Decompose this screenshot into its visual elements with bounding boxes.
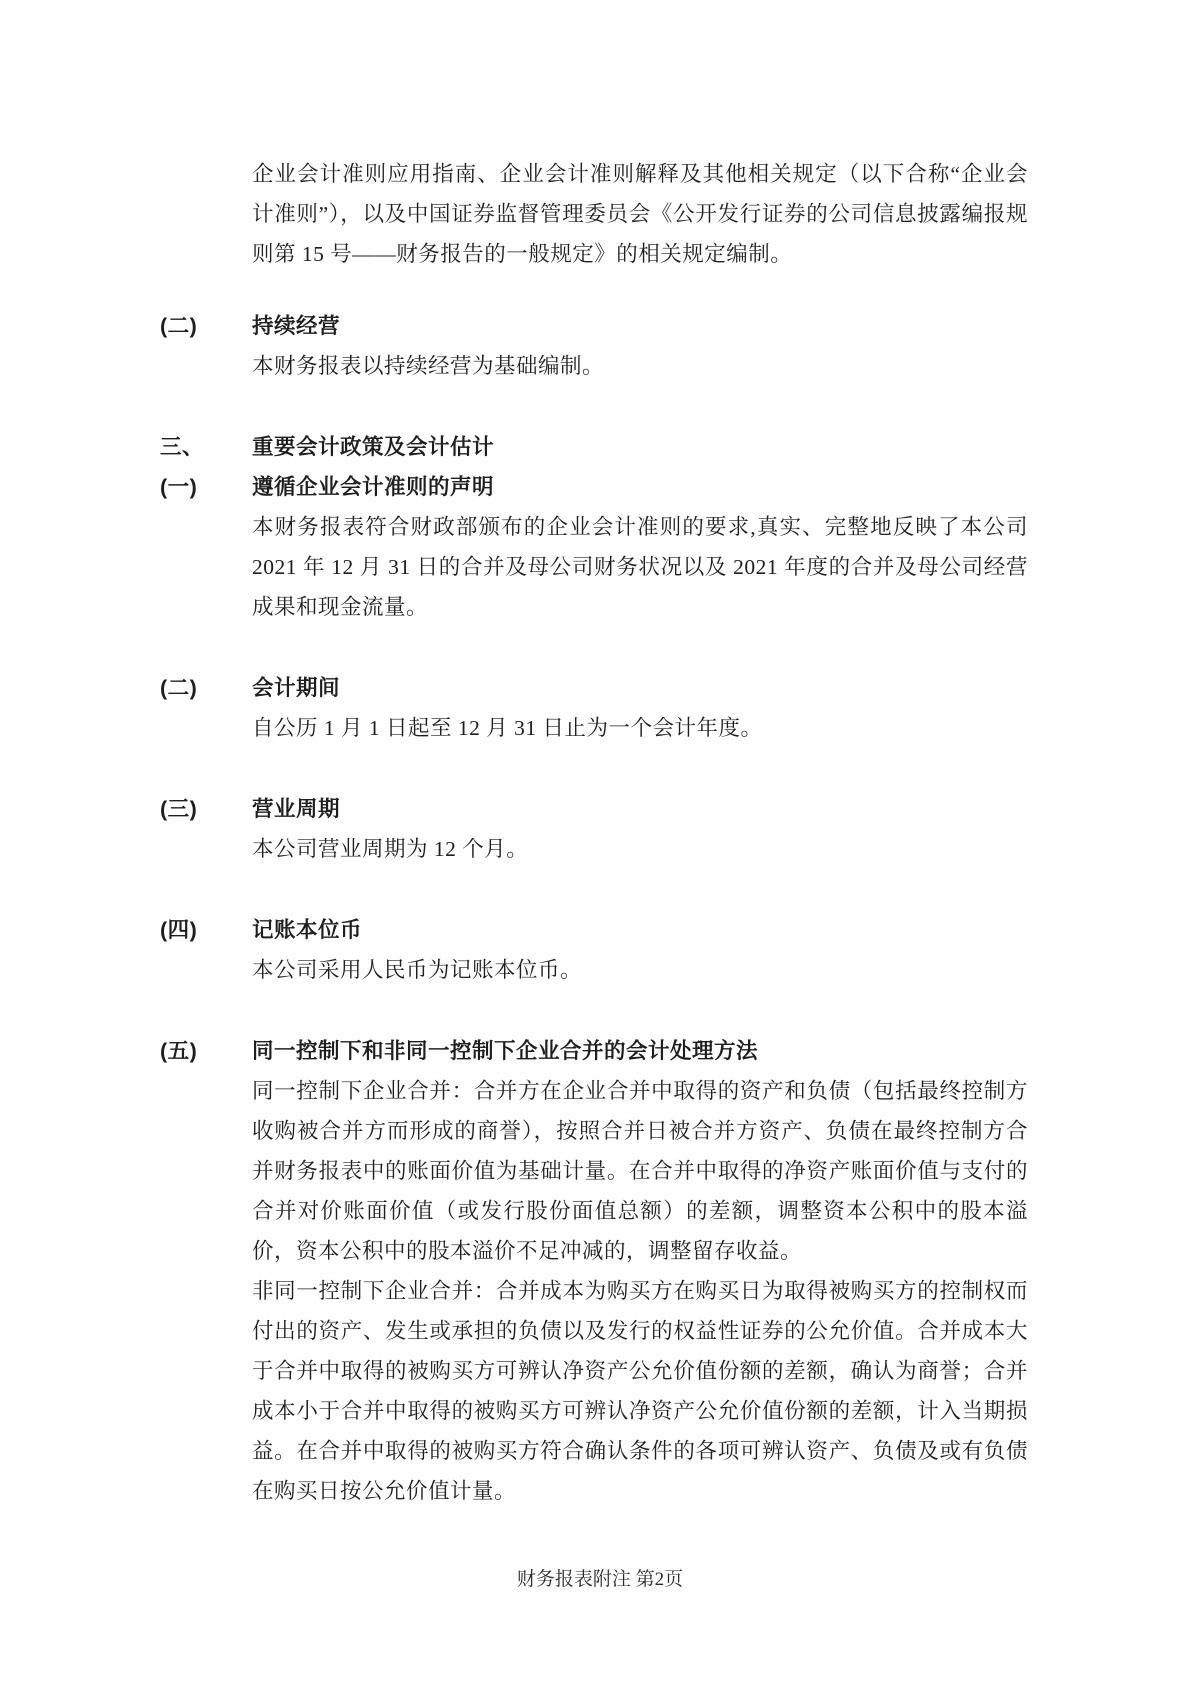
- section-label: (五): [160, 1039, 198, 1063]
- section-title: 持续经营: [252, 314, 341, 338]
- chapter-title: 重要会计政策及会计估计: [252, 435, 495, 459]
- section-paragraph: 非同一控制下企业合并：合并成本为购买方在购买日为取得被购买方的控制权而付出的资产、发生或承担的负债以及发行的权益性证券的公允价值。合并成本大于合并中取得的被购买方可辨认净资产公允价值份额的差额，确认为商誉；合并成本小于合并中取得的被购买方可辨认净资产公允价值份额的差额，计入当期损益。在合并中取得的被购买方符合确认条件的各项可辨认资产、负债及或有负债在购买日按公允价值计量。: [252, 1279, 1028, 1503]
- section-head-going-concern: [160, 306, 1028, 346]
- section-label: (二): [160, 314, 198, 338]
- section-paragraph: 自公历 1 月 1 日起至 12 月 31 日止为一个会计年度。: [252, 716, 763, 740]
- document-body: [160, 154, 1028, 1511]
- continued-paragraph: 企业会计准则应用指南、企业会计准则解释及其他相关规定（以下合称“企业会计准则”），以及中国证券监督管理委员会《公开发行证券的公司信息披露编报规则第 15 号——财务报告的一般规定》的相关规定编制。: [252, 162, 1028, 266]
- section-title: 记账本位币: [252, 918, 363, 942]
- section-paragraph: 本财务报表符合财政部颁布的企业会计准则的要求,真实、完整地反映了本公司 2021 年 12 月 31 日的合并及母公司财务状况以及 2021 年度的合并及母公司经营成果和现金流量。: [252, 515, 1028, 619]
- section-title: 同一控制下和非同一控制下企业合并的会计处理方法: [252, 1039, 759, 1063]
- section-head-accounting-period: [160, 668, 1028, 708]
- section-head-business-combinations: [160, 1031, 1028, 1071]
- section-paragraph: 本公司营业周期为 12 个月。: [252, 837, 529, 861]
- section-head-operating-cycle: [160, 789, 1028, 829]
- section-head-compliance-statement: [160, 467, 1028, 507]
- page-number-footer: 财务报表附注 第2页: [516, 1569, 684, 1590]
- section-title: 营业周期: [252, 797, 341, 821]
- section-paragraph: 本财务报表以持续经营为基础编制。: [252, 354, 605, 378]
- section-label: (三): [160, 797, 198, 821]
- section-head-functional-currency: [160, 910, 1028, 950]
- chapter-label: 三、: [160, 435, 205, 459]
- section-title: 遵循企业会计准则的声明: [252, 475, 495, 499]
- section-label: (二): [160, 676, 198, 700]
- chapter-head-accounting-policies: [160, 427, 1028, 467]
- section-label: (一): [160, 475, 198, 499]
- section-paragraph: 本公司采用人民币为记账本位币。: [252, 958, 583, 982]
- section-paragraph: 同一控制下企业合并：合并方在企业合并中取得的资产和负债（包括最终控制方收购被合并方而形成的商誉），按照合并日被合并方资产、负债在最终控制方合并财务报表中的账面价值为基础计量。在合并中取得的净资产账面价值与支付的合并对价账面价值（或发行股份面值总额）的差额，调整资本公积中的股本溢价，资本公积中的股本溢价不足冲减的，调整留存收益。: [252, 1079, 1028, 1263]
- section-title: 会计期间: [252, 676, 341, 700]
- section-label: (四): [160, 918, 198, 942]
